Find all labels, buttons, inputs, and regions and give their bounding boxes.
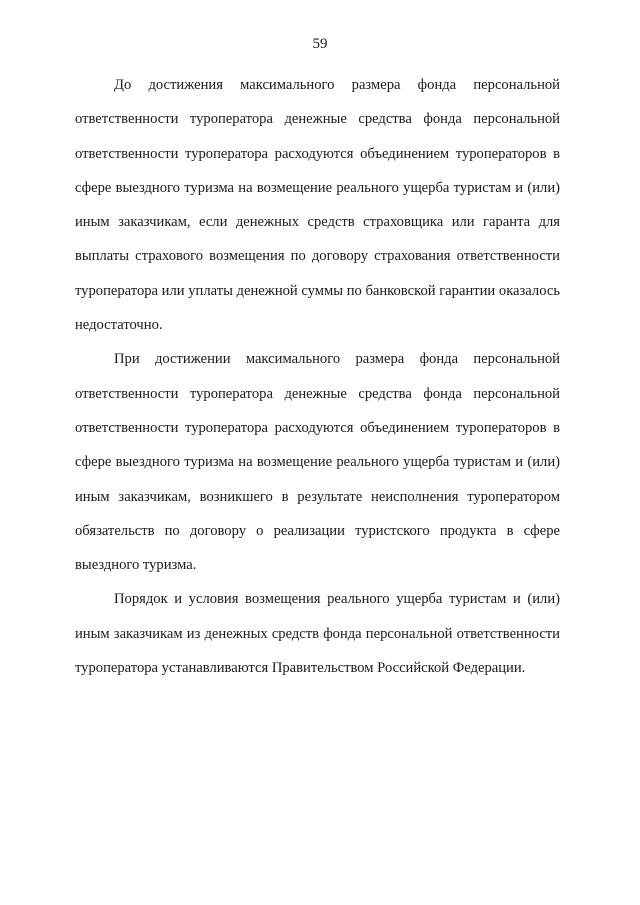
paragraph-1: До достижения максимального размера фонда персональной ответственности туроператора денежные средства фонда персональной ответственности туроператора расходуются объединением туроператоров в сфере выездного туризма на возмещение реального ущерба туристам и (или) иным заказчикам, если денежных средств страховщика или гаранта для выплаты страхового возмещения по договору страхования ответственности туроператора или уплаты денежной суммы по банковской гарантии оказалось недостаточно. (75, 77, 560, 334)
page-number: 59 (312, 36, 328, 52)
document-body (75, 68, 560, 685)
paragraph-3: Порядок и условия возмещения реального ущерба туристам и (или) иным заказчикам из денежных средств фонда персональной ответственности туроператора устанавливаются Правительством Российской Федерации. (75, 591, 560, 677)
paragraph-2: При достижении максимального размера фонда персональной ответственности туроператора денежные средства фонда персональной ответственности туроператора расходуются объединением туроператоров в сфере выездного туризма на возмещение реального ущерба туристам и (или) иным заказчикам, возникшего в результате неисполнения туроператором обязательств по договору о реализации туристского продукта в сфере выездного туризма. (75, 351, 560, 574)
